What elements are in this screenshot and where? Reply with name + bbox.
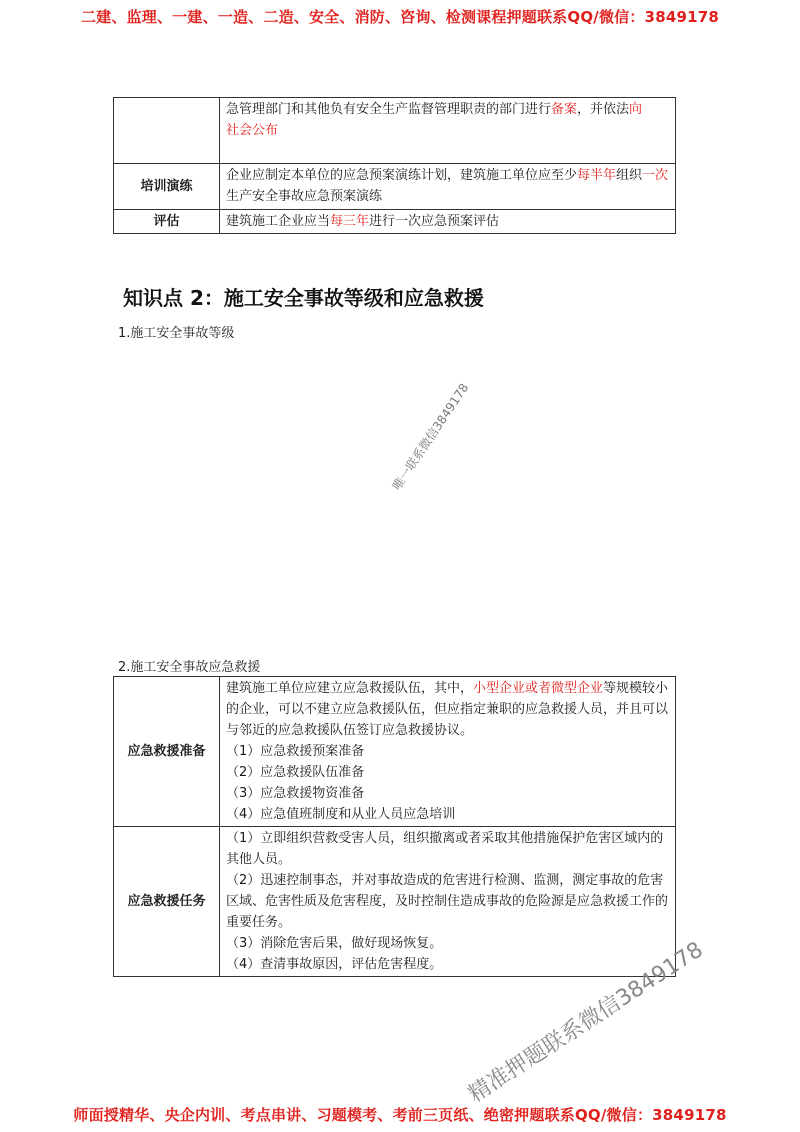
text: ，并依法 [577, 102, 630, 117]
table-row [114, 210, 676, 234]
watermark: 精准押题联系微信3849178 [464, 937, 708, 1108]
list-item: （3）应急救援物资准备 [226, 786, 365, 801]
row-label-training: 培训演练 [114, 164, 220, 210]
list-item: （4）应急值班制度和从业人员应急培训 [226, 807, 456, 822]
table-row [114, 98, 676, 164]
row-content [220, 210, 676, 234]
bottom-banner: 师面授精华、央企内训、考点串讲、习题模考、考前三页纸、绝密押题联系QQ/微信：3849178 [73, 1106, 727, 1124]
row-label-empty [114, 98, 220, 164]
section-heading: 知识点 2：施工安全事故等级和应急救援 [123, 286, 484, 310]
list-item: （1）立即组织营救受害人员，组织撤离或者采取其他措施保护危害区域内的其他人员。 [226, 831, 664, 867]
list-item: （2）迅速控制事态，并对事故造成的危害进行检测、监测，测定事故的危害区域、危害性质及危害程度，及时控制住造成事故的危险源是应急救援工作的重要任务。 [226, 873, 669, 930]
subsection-title: 1.施工安全事故等级 [118, 326, 235, 341]
highlight-text: 每三年 [330, 214, 370, 229]
text: 建筑施工企业应当 [226, 214, 331, 229]
watermark: 唯一联系微信3849178 [389, 380, 472, 493]
list-item: （2）应急救援队伍准备 [226, 765, 365, 780]
text: 企业应制定本单位的应急预案演练计划，建筑施工单位应至少 [226, 168, 578, 183]
text: 等规模较小的企业，可以不建立应急救援队伍，但应指定兼职的应急救援人员，并且可以与邻近的应急救援队伍签订应急救援协议。 [226, 681, 669, 738]
highlight-text: 一次 [642, 168, 669, 183]
highlight-text: 小型企业或者微型企业 [473, 681, 604, 696]
text: 组织 [616, 168, 643, 183]
text: 生产安全事故应急预案演练 [226, 189, 383, 204]
emergency-rescue-table [113, 676, 676, 977]
table-row [114, 677, 676, 827]
row-label-assessment: 评估 [114, 210, 220, 234]
plan-management-table [113, 97, 676, 234]
row-content [220, 827, 676, 977]
top-banner: 二建、监理、一建、一造、二造、安全、消防、咨询、检测课程押题联系QQ/微信：3849178 [80, 8, 720, 26]
highlight-text: 备案 [551, 102, 578, 117]
highlight-text: 社会公布 [226, 123, 279, 138]
text: 建筑施工单位应建立应急救援队伍，其中， [226, 681, 474, 696]
row-label-tasks: 应急救援任务 [114, 827, 220, 977]
highlight-text: 每半年 [577, 168, 617, 183]
row-content [220, 98, 676, 164]
highlight-text: 向 [629, 102, 643, 117]
row-label-preparation: 应急救援准备 [114, 677, 220, 827]
list-item: （1）应急救援预案准备 [226, 744, 365, 759]
row-content [220, 677, 676, 827]
row-content [220, 164, 676, 210]
text: 进行一次应急预案评估 [369, 214, 500, 229]
list-item: （4）查清事故原因，评估危害程度。 [226, 957, 443, 972]
subsection-title: 2.施工安全事故应急救援 [118, 660, 261, 675]
table-row [114, 827, 676, 977]
text: 急管理部门和其他负有安全生产监督管理职责的部门进行 [226, 102, 552, 117]
table-row [114, 164, 676, 210]
list-item: （3）消除危害后果，做好现场恢复。 [226, 936, 443, 951]
